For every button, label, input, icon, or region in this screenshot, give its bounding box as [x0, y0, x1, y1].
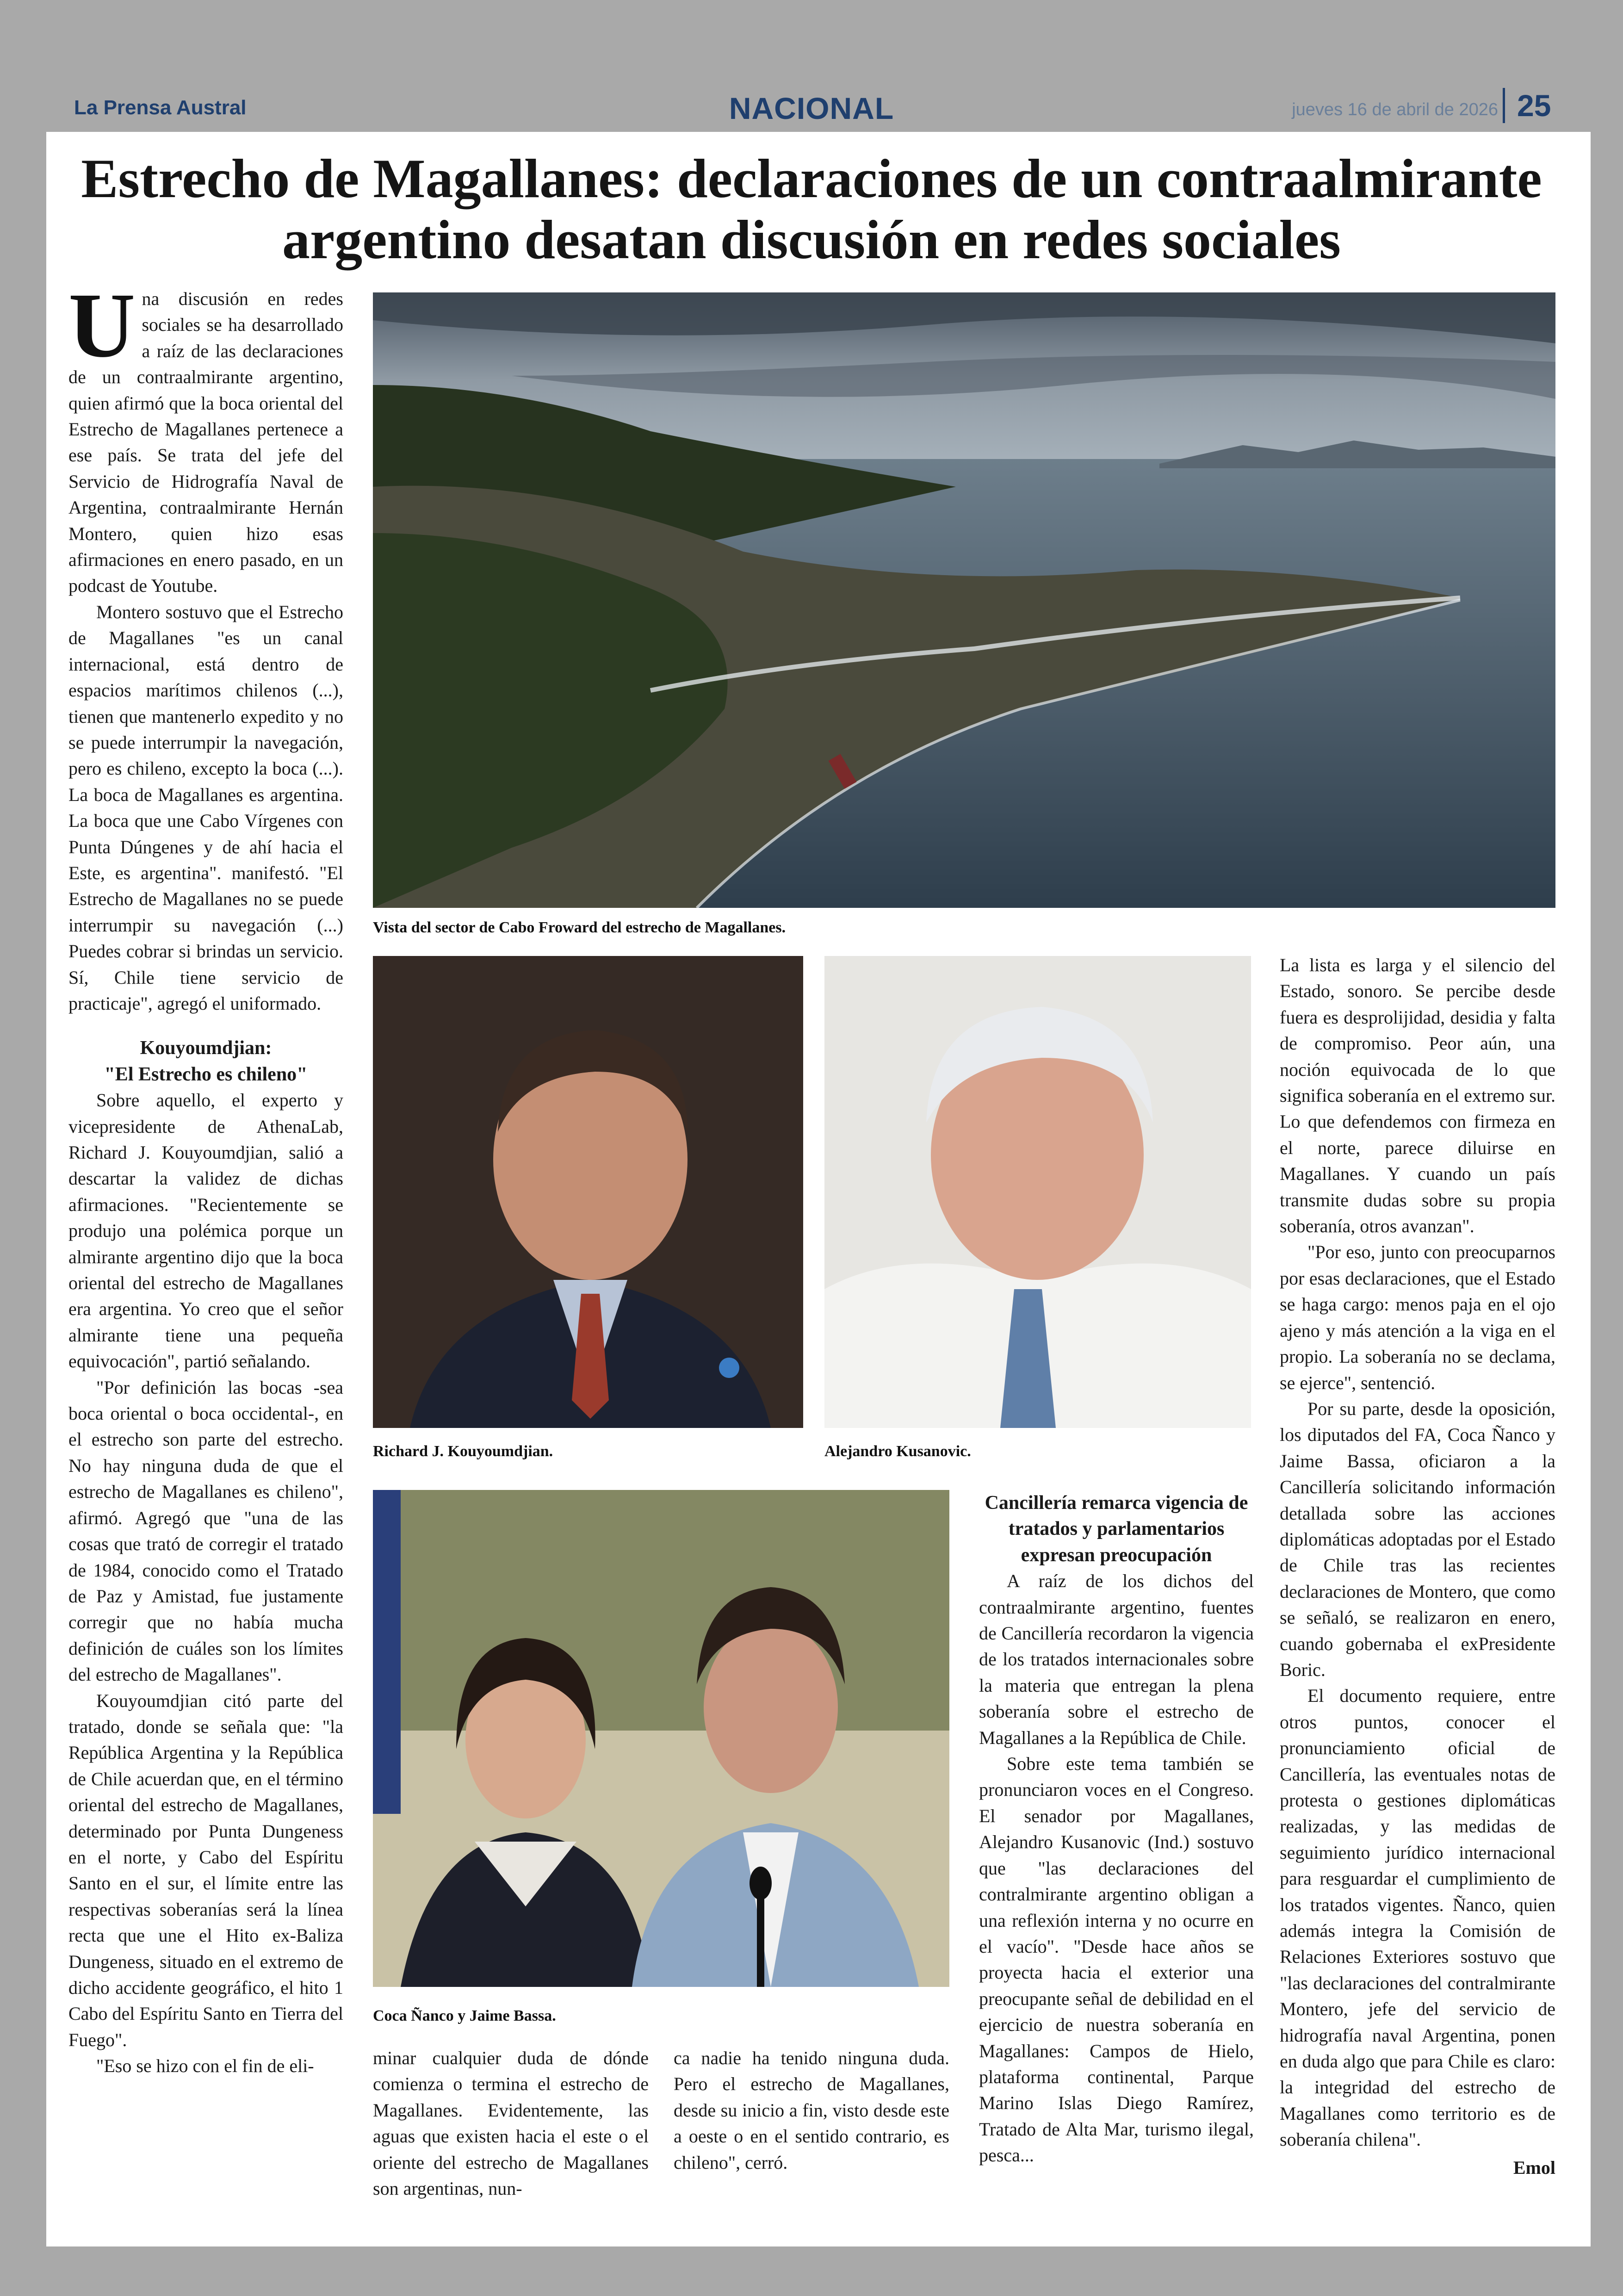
portrait-2-caption: Alejandro Kusanovic.: [824, 1443, 971, 1460]
dropcap: U: [68, 274, 136, 377]
paragraph: "Por definición las bocas -sea boca oriental o boca occidental-, en el estrecho son parte del estrecho. No hay ninguna duda de que el estrecho de Magallanes es chileno", afirmó. Agregó que "una de las cosas que trató de corregir el tratado de 1984, conocido como el Tratado de Paz y Amistad, fue justamente corregir que no había mucha definición de cuáles son los límites del estrecho de Magallanes".: [68, 1377, 343, 1685]
portrait-photo-2: [824, 956, 1251, 1428]
subheading-line-1: Kouyoumdjian:: [140, 1037, 272, 1059]
article-column-2: [373, 2045, 649, 2202]
lead-paragraph-text: na discusión en redes sociales se ha desarrollado a raíz de las declaraciones de un contraalmirante argentino, quien afirmó que la boca oriental del Estrecho de Magallanes pertenece a ese país. Se trata del jefe del Servicio de Hidrografía Naval de Argentina, contraalmirante Hernán Montero, quien hizo esas afirmaciones en enero pasado, en un podcast de Youtube.: [68, 288, 343, 596]
paragraph: Sobre aquello, el experto y vicepresidente de AthenaLab, Richard J. Kouyoumdjian, salió a descartar la validez de dichas afirmaciones. "Recientemente se produjo una polémica porque un almirante argentino dijo que la boca oriental del estrecho de Magallanes era argentina. Yo creo que el señor almirante tiene una pequeña equivocación", partió señalando.: [68, 1090, 343, 1372]
paragraph: La lista es larga y el silencio del Estado, sonoro. Se percibe desde fuera es desprolijidad, desidia y falta de compromiso. Peor aún, una noción equivocada de lo que significa soberanía en el extremo sur. Lo que defendemos con firmeza en el norte, parece diluirse en Magallanes. Y cuando un país transmite dudas sobre su propia soberanía, otros avanzan".: [1280, 955, 1555, 1237]
article-column-1: [68, 274, 343, 2079]
paragraph: El documento requiere, entre otros puntos, conocer el pronunciamiento oficial de Cancillería, las eventuales notas de protesta o gestiones diplomáticas realizadas, y las medidas de seguimiento jurídico internacional para resguardar el cumplimiento de los tratados vigentes. Ñanco, quien además integra la Comisión de Relaciones Exteriores sostuvo que "las declaraciones del contralmirante Montero, jefe del servicio de hidrografía naval Argentina, ponen en duda algo que para Chile es claro: la integridad del estrecho de Magallanes como territorio es de soberanía chilena".: [1280, 1685, 1555, 2150]
subheading-cancilleria: Cancillería remarca vigencia de tratados y parlamentarios expresan preocupación: [985, 1492, 1248, 1566]
article-column-3: [674, 2045, 949, 2176]
aerial-landscape-image: [373, 292, 1555, 908]
portrait-kouyoumdjian-image: [373, 956, 803, 1428]
section-title: NACIONAL: [729, 91, 894, 125]
headline: [74, 148, 1549, 270]
article-column-4: [979, 1490, 1254, 2169]
paragraph: Kouyoumdjian citó parte del tratado, donde se señala que: "la República Argentina y la República de Chile acuerdan que, en el término oriental del estrecho de Magallanes, determinado por Punta Dungeness en el norte, y Cabo del Espíritu Santo en el sur, el límite entre las respectivas soberanías será la línea recta que une el Hito ex-Baliza Dungeness, situado en el extremo de dicho accidente geográfico, el hito 1 Cabo del Espíritu Santo en Tierra del Fuego".: [68, 1690, 343, 2050]
paragraph: ca nadie ha tenido ninguna duda. Pero el estrecho de Magallanes, desde su inicio a fin, visto desde este a oeste o en el sentido contrario, es chileno", cerró.: [674, 2048, 949, 2173]
headline-line-1: Estrecho de Magallanes: declaraciones de un contraalmirante: [81, 148, 1542, 209]
paragraph: A raíz de los dichos del contraalmirante argentino, fuentes de Cancillería recordaron la vigencia de los tratados internacionales sobre la materia que entregan la plena soberanía sobre el estrecho de Magallanes a la República de Chile.: [979, 1570, 1254, 1748]
main-photo-caption: Vista del sector de Cabo Froward del estrecho de Magallanes.: [373, 919, 786, 936]
portrait-1-caption: Richard J. Kouyoumdjian.: [373, 1443, 553, 1460]
paragraph: Por su parte, desde la oposición, los diputados del FA, Coca Ñanco y Jaime Bassa, oficiaron a la Cancillería solicitando información detallada sobre las acciones diplomáticas adoptadas por el Estado de Chile tras las recientes declaraciones de Montero, que como se señaló, se realizaron en enero, cuando gobernaba el exPresidente Boric.: [1280, 1398, 1555, 1680]
group-photo-caption: Coca Ñanco y Jaime Bassa.: [373, 2007, 556, 2024]
lead-paragraph: [68, 274, 343, 599]
page-header: [0, 0, 1623, 134]
paragraph: minar cualquier duda de dónde comienza o termina el estrecho de Magallanes. Evidentemente, las aguas que existen hacia el este o el oriente del estrecho de Magallanes son argentinas, nun-: [373, 2048, 649, 2199]
group-photo: [373, 1490, 949, 1987]
paragraph: "Por eso, junto con preocuparnos por esas declaraciones, que el Estado se haga cargo: menos paja en el ojo ajeno y más atención a la viga en el propio. La soberanía no se declama, se ejerce", sentenció.: [1280, 1241, 1555, 1393]
dateline: jueves 16 de abril de 2026: [1292, 100, 1498, 119]
byline-source: Emol: [1513, 2157, 1555, 2178]
subheading-kouyoumdjian: [68, 1035, 343, 1087]
article-column-5: [1280, 952, 1555, 2181]
subheading-line-2: "El Estrecho es chileno": [104, 1063, 308, 1085]
masthead: La Prensa Austral: [74, 96, 247, 119]
page-number: 25: [1503, 88, 1551, 123]
group-photo-image: [373, 1490, 949, 1987]
paragraph: Montero sostuvo que el Estrecho de Magallanes "es un canal internacional, está dentro de espacios marítimos chilenos (...), tienen que mantenerlo expedito y no se puede interrumpir la navegación, pero es chileno, excepto la boca (...). La boca de Magallanes es argentina. La boca que une Cabo Vírgenes con Punta Dúngenes y de ahí hacia el Este, es argentina". manifestó. "El Estrecho de Magallanes no se puede interrumpir su navegación (...) Puedes cobrar si brindas un servicio. Sí, Chile tiene servicio de practicaje", agregó el uniformado.: [68, 601, 343, 1014]
paragraph: "Eso se hizo con el fin de eli-: [96, 2055, 314, 2077]
paragraph: Sobre este tema también se pronunciaron voces en el Congreso. El senador por Magallanes, Alejandro Kusanovic (Ind.) sostuvo que "las declaraciones del contralmirante argentino obligan a una reflexión interna y no ocurre en el vacío". "Desde hace años se proyecta hacia el exterior una preocupante señal de debilidad en el ejercicio de nuestra soberanía en Magallanes: Campos de Hielo, plataforma continental, Parque Marino Islas Diego Ramírez, Tratado de Alta Mar, turismo ilegal, pesca...: [979, 1753, 1254, 2166]
portrait-photo-1: [373, 956, 803, 1428]
main-photo: [373, 292, 1555, 908]
portrait-kusanovic-image: [824, 956, 1251, 1428]
headline-line-2: argentino desatan discusión en redes sociales: [282, 209, 1341, 270]
